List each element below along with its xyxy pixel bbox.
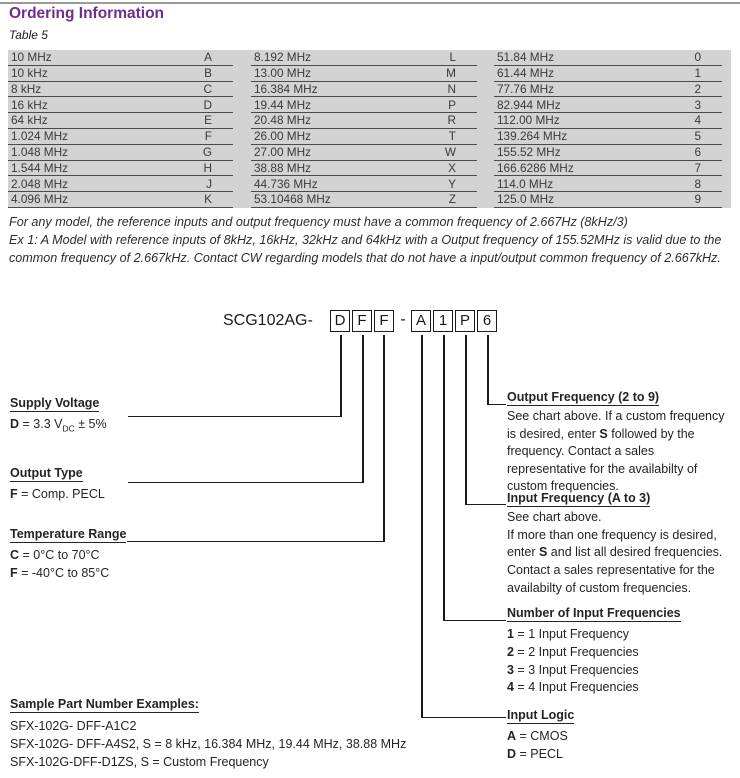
connector-temperature-range-horizontal <box>127 541 385 543</box>
frequency-label: 10 MHz <box>11 50 52 65</box>
supply-voltage-heading: Supply Voltage <box>10 396 100 410</box>
input-logic-item: A = CMOS <box>507 729 568 743</box>
freq-table-row <box>251 145 477 161</box>
frequency-label: 2.048 MHz <box>11 176 69 191</box>
frequency-label: 125.0 MHz <box>497 192 555 207</box>
freq-table-row <box>8 50 233 66</box>
freq-table-row <box>251 113 477 129</box>
freq-table-row <box>251 66 477 82</box>
sample-part-numbers-heading: Sample Part Number Examples: <box>10 697 199 711</box>
freq-table-row <box>494 50 722 66</box>
input-logic-item: D = PECL <box>507 746 563 761</box>
freq-table-row <box>251 192 477 208</box>
frequency-code: E <box>204 113 212 128</box>
connector-supply-voltage-vertical <box>340 335 342 417</box>
freq-table-row <box>8 176 233 192</box>
frequency-code: H <box>203 160 212 175</box>
freq-table-row <box>494 82 722 98</box>
frequency-label: 8 kHz <box>11 81 42 96</box>
frequency-code: Z <box>448 192 456 207</box>
frequency-code: F <box>204 129 212 144</box>
freq-table-column-3 <box>494 50 722 208</box>
frequency-label: 16.384 MHz <box>254 81 318 96</box>
part-number-box-output-type: F <box>352 310 372 332</box>
connector-output-type-horizontal <box>128 482 364 484</box>
temperature-range-item: F = -40°C to 85°C <box>10 565 110 580</box>
frequency-label: 53.10468 MHz <box>254 192 331 207</box>
part-number-box-num-input-frequencies: 1 <box>433 310 453 332</box>
freq-table-row <box>494 176 722 192</box>
connector-input-frequency-vertical <box>465 335 467 505</box>
frequency-code: G <box>202 145 212 160</box>
num-input-frequencies-block <box>507 606 735 697</box>
page-title: Ordering Information <box>9 5 164 22</box>
sample-part-number: SFX-102G- DFF-A1C2 <box>10 719 137 733</box>
part-number-box-output-frequency: 6 <box>477 310 497 332</box>
frequency-label: 1.544 MHz <box>11 160 69 175</box>
freq-table-column-1 <box>8 50 233 208</box>
frequency-label: 82.944 MHz <box>497 97 561 112</box>
frequency-code: P <box>448 97 456 112</box>
freq-table-row <box>251 129 477 145</box>
freq-table-row <box>8 161 233 177</box>
frequency-label: 20.48 MHz <box>254 113 312 128</box>
freq-table-row <box>251 50 477 66</box>
output-type-value: F = Comp. PECL <box>10 487 105 501</box>
output-frequency-heading: Output Frequency (2 to 9) <box>507 390 660 404</box>
output-type-heading: Output Type <box>10 466 83 480</box>
freq-table-row <box>8 97 233 113</box>
connector-num-input-horizontal <box>443 620 506 622</box>
frequency-code: 4 <box>694 113 701 128</box>
freq-table-row <box>494 129 722 145</box>
connector-supply-voltage-horizontal <box>128 416 342 418</box>
frequency-code: J <box>206 176 212 191</box>
freq-table-row <box>8 145 233 161</box>
frequency-code: 1 <box>694 66 701 81</box>
num-input-frequencies-item: 3 = 3 Input Frequencies <box>507 662 639 677</box>
num-input-frequencies-heading: Number of Input Frequencies <box>507 606 681 620</box>
input-frequency-description: If more than one frequency is desired, enter S and list all desired frequencies. Contact a sales representative for the availabilty of custom frequencies. <box>507 527 723 595</box>
input-logic-block <box>507 708 735 764</box>
freq-table-row <box>8 113 233 129</box>
frequency-label: 16 kHz <box>11 97 48 112</box>
output-type-block <box>10 466 105 504</box>
num-input-frequencies-list <box>507 626 735 697</box>
frequency-label: 26.00 MHz <box>254 129 312 144</box>
part-number-separator: - <box>400 311 406 328</box>
top-divider <box>0 2 740 4</box>
freq-table-row <box>8 192 233 208</box>
connector-output-frequency-vertical <box>487 335 489 405</box>
frequency-label: 64 kHz <box>11 113 48 128</box>
frequency-label: 114.0 MHz <box>497 176 554 191</box>
note-line-3: common frequency of 2.667kHz. Contact CW regarding models that do not have a input/output common frequency of 2.667kHz. <box>9 251 721 265</box>
temperature-range-item: C = 0°C to 70°C <box>10 548 100 562</box>
frequency-code: M <box>446 66 456 81</box>
input-frequency-see-chart: See chart above. <box>507 510 602 524</box>
num-input-frequencies-item: 2 = 2 Input Frequencies <box>507 644 639 659</box>
connector-temperature-range-vertical <box>383 335 385 542</box>
frequency-code: A <box>204 50 212 65</box>
temperature-range-list <box>10 547 126 583</box>
frequency-code: 9 <box>694 192 701 207</box>
freq-table-row <box>8 129 233 145</box>
frequency-code: 6 <box>694 145 701 160</box>
frequency-code: N <box>447 81 456 96</box>
frequency-label: 1.024 MHz <box>11 129 69 144</box>
part-number-box-input-logic: A <box>411 310 431 332</box>
part-number-box-supply-voltage: D <box>330 310 350 332</box>
freq-table-row <box>251 97 477 113</box>
frequency-label: 38.88 MHz <box>254 160 312 175</box>
supply-voltage-value: D = 3.3 $V_{DC} \pm 5\%$ <box>10 417 107 434</box>
num-input-frequencies-item: 4 = 4 Input Frequencies <box>507 680 639 695</box>
connector-num-input-vertical <box>443 335 445 621</box>
frequency-code: X <box>448 160 456 175</box>
frequency-label: 44.736 MHz <box>254 176 318 191</box>
frequency-code: C <box>203 81 212 96</box>
frequency-code: Y <box>448 176 456 191</box>
frequency-code: R <box>447 113 456 128</box>
sample-part-numbers-block <box>10 697 406 772</box>
frequency-code: 2 <box>694 81 701 96</box>
freq-table-row <box>251 161 477 177</box>
sample-part-numbers-list <box>10 717 406 772</box>
part-number-prefix: SCG102AG- <box>223 312 313 329</box>
part-number-box-temperature-range: F <box>374 310 394 332</box>
freq-table-row <box>494 145 722 161</box>
connector-output-type-vertical <box>362 335 364 483</box>
input-frequency-heading: Input Frequency (A to 3) <box>507 491 651 505</box>
frequency-label: 139.264 MHz <box>497 129 568 144</box>
frequency-label: 8.192 MHz <box>254 50 312 65</box>
part-number-box-input-frequency: P <box>455 310 475 332</box>
frequency-label: 10 kHz <box>11 66 48 81</box>
frequency-label: 19.44 MHz <box>254 97 312 112</box>
output-frequency-block <box>507 390 735 496</box>
frequency-label: 155.52 MHz <box>497 145 561 160</box>
input-logic-list <box>507 728 735 764</box>
frequency-label: 4.096 MHz <box>11 192 69 207</box>
frequency-code: K <box>204 192 212 207</box>
frequency-code-table <box>8 50 731 208</box>
frequency-code: B <box>204 66 212 81</box>
output-frequency-description: See chart above. If a custom frequency is desired, enter S followed by the frequency. Contact a sales representative for the availabilty of custom frequencies. <box>507 409 725 494</box>
freq-table-row <box>494 192 722 208</box>
connector-input-frequency-horizontal <box>465 504 506 506</box>
frequency-code: 7 <box>694 160 701 175</box>
frequency-code: T <box>448 129 456 144</box>
table-caption: Table 5 <box>9 28 48 42</box>
frequency-label: 1.048 MHz <box>11 145 69 160</box>
frequency-label: 13.00 MHz <box>254 66 312 81</box>
frequency-label: 77.76 MHz <box>497 81 555 96</box>
freq-table-row <box>251 82 477 98</box>
note-line-2: Ex 1: A Model with reference inputs of 8kHz, 16kHz, 32kHz and 64kHz with a Output frequency of 155.52MHz is valid due to the <box>9 233 722 247</box>
supply-voltage-block <box>10 396 107 438</box>
connector-input-logic-vertical <box>421 335 423 718</box>
freq-table-row <box>494 161 722 177</box>
frequency-code: 3 <box>694 97 701 112</box>
frequency-code: 0 <box>694 50 701 65</box>
frequency-label: 27.00 MHz <box>254 145 312 160</box>
freq-table-row <box>494 66 722 82</box>
temperature-range-block <box>10 527 126 583</box>
freq-table-column-2 <box>251 50 477 208</box>
num-input-frequencies-item: 1 = 1 Input Frequency <box>507 627 629 641</box>
sample-part-number: SFX-102G- DFF-A4S2, S = 8 kHz, 16.384 MHz, 19.44 MHz, 38.88 MHz <box>10 737 407 752</box>
freq-table-row <box>8 66 233 82</box>
freq-table-row <box>8 82 233 98</box>
frequency-code: L <box>449 50 456 65</box>
input-logic-heading: Input Logic <box>507 708 575 722</box>
frequency-code: 5 <box>694 129 701 144</box>
frequency-code: W <box>444 145 456 160</box>
frequency-code: D <box>203 97 212 112</box>
freq-table-row <box>494 113 722 129</box>
input-frequency-block <box>507 491 735 597</box>
connector-output-frequency-horizontal <box>487 404 506 406</box>
sample-part-number: SFX-102G-DFF-D1ZS, S = Custom Frequency <box>10 755 269 770</box>
common-frequency-notes <box>9 213 739 267</box>
frequency-label: 112.00 MHz <box>497 113 560 128</box>
frequency-label: 166.6286 MHz <box>497 160 574 175</box>
note-line-1: For any model, the reference inputs and output frequency must have a common frequency of 2.667Hz (8kHz/3) <box>9 215 628 229</box>
freq-table-row <box>251 176 477 192</box>
frequency-label: 51.84 MHz <box>497 50 555 65</box>
temperature-range-heading: Temperature Range <box>10 527 127 541</box>
frequency-label: 61.44 MHz <box>497 66 555 81</box>
connector-input-logic-horizontal <box>421 717 506 719</box>
freq-table-row <box>494 97 722 113</box>
frequency-code: 8 <box>694 176 701 191</box>
